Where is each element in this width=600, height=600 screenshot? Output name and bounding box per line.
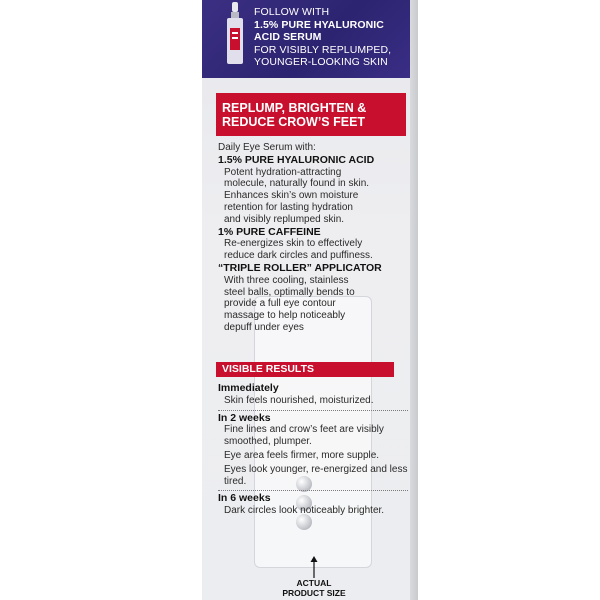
follow-up-text [254, 6, 414, 69]
actual-size-line-1: ACTUAL [296, 578, 332, 588]
ingredient-description [218, 275, 404, 334]
result-item: Eyes look younger, re-energized and less tired. [224, 463, 408, 487]
result-item: Dark circles look noticeably brighter. [224, 505, 385, 517]
ingredient-line: Potent hydration-attracting [224, 166, 342, 178]
ingredient-line: reduce dark circles and puffiness. [224, 250, 373, 262]
result-item: Skin feels nourished, moisturized. [224, 394, 374, 406]
follow-up-band [202, 0, 418, 78]
ingredient-description [218, 238, 404, 262]
product-box-side-panel [202, 0, 418, 600]
ingredient-line: molecule, naturally found in skin. [224, 178, 370, 190]
serum-bottle-icon [224, 2, 246, 66]
ingredient-line: Enhances skin’s own moisture [224, 190, 359, 202]
ingredient-line: depuff under eyes [224, 321, 304, 333]
ingredients-section [218, 142, 404, 334]
ingredient-description [218, 167, 404, 226]
ingredient-heading: “TRIPLE ROLLER” APPLICATOR [218, 261, 382, 274]
result-item: Fine lines and crow’s feet are visibly smoothed, plumper. [224, 424, 384, 448]
headline-line-2: REDUCE CROW’S FEET [222, 114, 366, 129]
ingredients-intro: Daily Eye Serum with: [218, 142, 316, 153]
headline-line-1: REPLUMP, BRIGHTEN & [222, 100, 367, 115]
follow-line-4: FOR VISIBLY REPLUMPED, [254, 43, 392, 56]
actual-size-line-2: PRODUCT SIZE [282, 588, 346, 598]
ingredient-line: steel balls, optimally bends to [224, 286, 355, 298]
ingredient-heading: 1% PURE CAFFEINE [218, 225, 321, 238]
result-item: Eye area feels firmer, more supple. [224, 449, 380, 461]
result-period-label: Immediately [218, 382, 279, 394]
ingredient-line: provide a full eye contour [224, 298, 336, 310]
follow-line-5: YOUNGER-LOOKING SKIN [254, 56, 388, 68]
headline-banner [216, 93, 406, 136]
visible-results-heading: VISIBLE RESULTS [216, 362, 394, 377]
follow-line-2: 1.5% PURE HYALURONIC [254, 18, 384, 31]
visible-results-section [218, 383, 408, 519]
box-edge [410, 0, 418, 600]
result-period-label: In 2 weeks [218, 410, 408, 425]
up-arrow-icon [310, 556, 318, 578]
ingredient-line: Re-energizes skin to effectively [224, 238, 363, 250]
actual-size-note [262, 578, 366, 598]
ingredient-line: massage to help noticeably [224, 310, 346, 322]
follow-line-3: ACID SERUM [254, 31, 322, 43]
ingredient-line: retention for lasting hydration [224, 201, 353, 213]
ingredient-line: With three cooling, stainless [224, 274, 349, 286]
follow-line-1: FOLLOW WITH [254, 6, 330, 18]
ingredient-line: and visibly replumped skin. [224, 213, 345, 225]
ingredient-heading: 1.5% PURE HYALURONIC ACID [218, 153, 375, 166]
result-period-label: In 6 weeks [218, 490, 408, 505]
